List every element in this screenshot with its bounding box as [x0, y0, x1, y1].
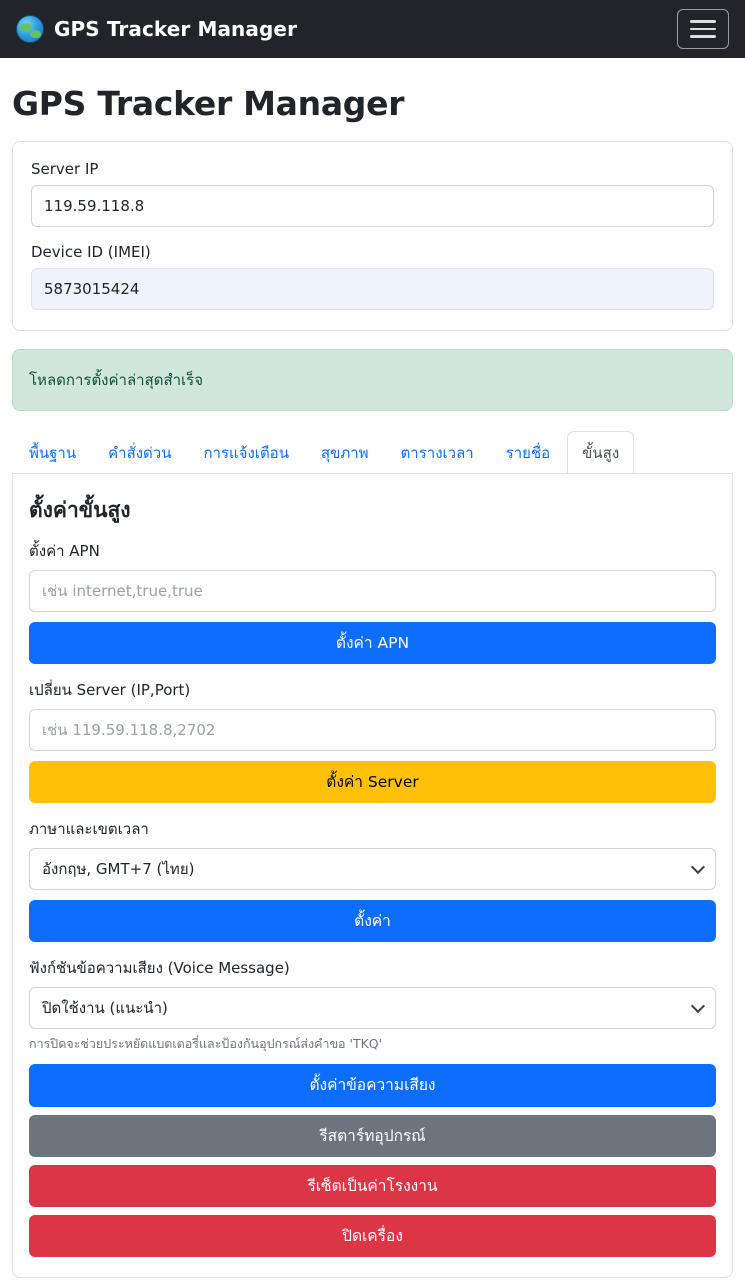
brand[interactable] — [16, 15, 297, 43]
top-navbar — [0, 0, 745, 58]
status-alert: โหลดการตั้งค่าล่าสุดสำเร็จ — [12, 349, 733, 411]
tab-quick-commands[interactable]: คำสั่งด่วน — [108, 444, 172, 462]
hamburger-bar — [690, 35, 716, 38]
hamburger-bar — [690, 28, 716, 31]
hamburger-bar — [690, 20, 716, 23]
language-timezone-label: ภาษาและเขตเวลา — [29, 820, 149, 839]
voice-message-label: ฟังก์ชันข้อความเสียง (Voice Message) — [29, 959, 290, 978]
device-id-label: Device ID (IMEI) — [31, 243, 151, 261]
tab-schedule[interactable]: ตารางเวลา — [400, 444, 474, 462]
tab-health[interactable]: สุขภาพ — [320, 444, 369, 462]
language-select-wrap — [29, 848, 716, 890]
page-title: GPS Tracker Manager — [12, 84, 405, 123]
main-container — [0, 141, 745, 1278]
factory-reset-button[interactable]: รีเซ็ตเป็นค่าโรงงาน — [29, 1165, 716, 1207]
tab-bar — [12, 431, 733, 474]
language-timezone-select[interactable] — [29, 848, 716, 890]
restart-device-button[interactable]: รีสตาร์ทอุปกรณ์ — [29, 1115, 716, 1157]
device-id-input[interactable] — [31, 268, 714, 310]
set-apn-button[interactable]: ตั้งค่า APN — [29, 622, 716, 664]
set-server-button[interactable]: ตั้งค่า Server — [29, 761, 716, 803]
set-voice-button[interactable]: ตั้งค่าข้อความเสียง — [29, 1064, 716, 1106]
server-change-input[interactable] — [29, 709, 716, 751]
globe-icon — [16, 15, 44, 43]
tab-alerts[interactable]: การแจ้งเตือน — [203, 444, 289, 462]
set-language-button[interactable]: ตั้งค่า — [29, 900, 716, 942]
brand-label: GPS Tracker Manager — [54, 17, 298, 41]
tab-advanced[interactable]: ขั้นสูง — [567, 431, 634, 474]
apn-label: ตั้งค่า APN — [29, 542, 100, 560]
server-ip-input[interactable] — [31, 185, 714, 227]
voice-message-select[interactable] — [29, 987, 716, 1029]
tab-contacts[interactable]: รายชื่อ — [505, 444, 551, 462]
apn-input[interactable] — [29, 570, 716, 612]
server-change-label: เปลี่ยน Server (IP,Port) — [29, 681, 191, 700]
voice-message-note: การปิดจะช่วยประหยัดแบตเตอรี่และป้องกันอุปกรณ์ส่งคำขอ 'TKQ' — [29, 1036, 383, 1052]
advanced-pane — [12, 474, 733, 1278]
hamburger-icon[interactable] — [677, 9, 729, 49]
tab-basic[interactable]: พื้นฐาน — [29, 444, 77, 462]
server-ip-label: Server IP — [31, 160, 99, 178]
advanced-title: ตั้งค่าขั้นสูง — [29, 498, 131, 522]
power-off-button[interactable]: ปิดเครื่อง — [29, 1215, 716, 1257]
connection-card — [12, 141, 733, 331]
voice-select-wrap — [29, 987, 716, 1029]
